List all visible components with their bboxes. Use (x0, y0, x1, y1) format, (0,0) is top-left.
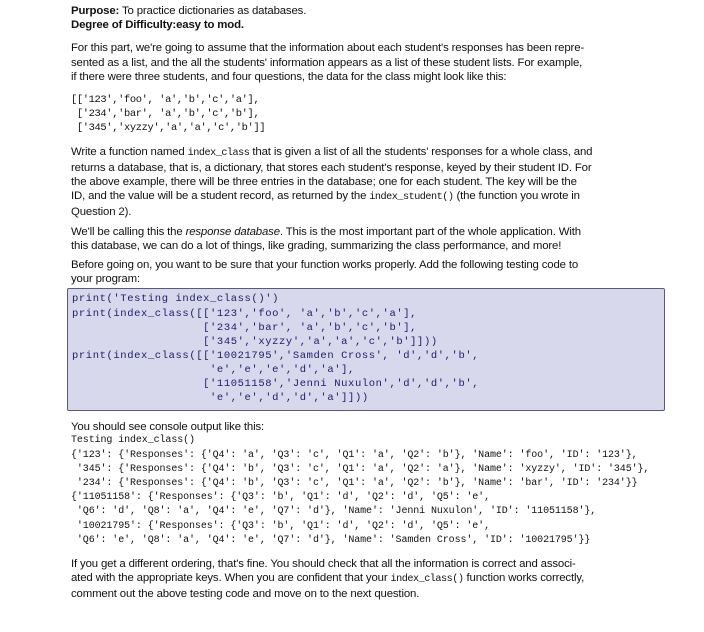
testing-instructions (71, 258, 671, 286)
console-line: {'11051158': {'Responses': {'Q3': 'b', 'Q1': 'd', 'Q2': 'd', 'Q5': 'e', (71, 492, 490, 504)
example-data-line: ['345','xyzzy','a','a','c','b']] (71, 122, 266, 135)
console-intro: You should see console output like this: (71, 421, 265, 434)
test-code-line: 'e','e','e','d','a'], (72, 363, 355, 376)
test-code-line: print(index_class([['123','foo', 'a','b','c','a'], (72, 307, 418, 320)
console-line: '10021795': {'Responses': {'Q3': 'b', 'Q1': 'd', 'Q2': 'd', 'Q5': 'e', (71, 520, 490, 532)
difficulty-line: Degree of Difficulty:easy to mod. (71, 19, 244, 32)
closing-line: comment out the above testing code and move on to the next question. (71, 588, 420, 601)
response-database-term: response database (185, 225, 280, 238)
console-line: 'Q6': 'e', 'Q8': 'a', 'Q4': 'e', 'Q7': 'd'}, 'Name': 'Samden Cross', 'ID': '10021795'}} (71, 534, 591, 546)
closing-paragraph (71, 557, 671, 602)
example-data-line: ['234','bar', 'a','b','c','b'], (71, 108, 260, 121)
task-line (71, 189, 671, 205)
console-line: {'123': {'Responses': {'Q4': 'a', 'Q3': 'c', 'Q1': 'a', 'Q2': 'b'}, 'Name': 'foo', 'ID': '123'}, (71, 449, 638, 461)
console-line: '345': {'Responses': {'Q4': 'b', 'Q3': 'c', 'Q1': 'a', 'Q2': 'a'}, 'Name': 'xyzzy', 'ID': '345'}, (71, 463, 650, 475)
task-text: (the function you wrote in (453, 190, 580, 203)
test-code-line: ['345','xyzzy','a','a','c','b']])) (72, 335, 438, 348)
intro-paragraph (71, 41, 671, 84)
console-output-block (71, 434, 671, 548)
closing-line: If you get a different ordering, that's fine. You should check that all the information is correct and associ- (71, 558, 576, 571)
test-code-line: print(index_class([['10021795','Samden Cross', 'd','d','b', (72, 349, 480, 362)
test-code-block (67, 288, 665, 411)
test-code-line: ['234','bar', 'a','b','c','b'], (72, 321, 418, 334)
purpose-label: Purpose: (71, 5, 120, 17)
index-class-code: index_class() (390, 574, 464, 586)
console-line: Testing index_class() (71, 435, 195, 447)
testing-instructions-line: Before going on, you want to be sure that your function works properly. Add the following testing code to (71, 259, 579, 272)
task-text: that is given a list of all the students' responses for a whole class, and (249, 145, 593, 158)
response-db-line: this database, we can do a lot of things, like grading, summarizing the class performance, and more! (71, 239, 562, 252)
task-text: Write a function named (71, 145, 188, 158)
example-data-block (71, 93, 671, 136)
closing-text: ated with the appropriate keys. When you are confident that your (71, 572, 391, 585)
example-data-line: [['123','foo', 'a','b','c','a'], (71, 94, 260, 107)
purpose-line (71, 4, 671, 18)
index-student-code: index_student() (369, 192, 454, 204)
task-line (71, 145, 671, 161)
response-db-text: We'll be calling this the (71, 225, 186, 238)
intro-line: For this part, we're going to assume that the information about each student's responses has been repre- (71, 42, 585, 55)
console-line: '234': {'Responses': {'Q4': 'b', 'Q3': 'c', 'Q1': 'a', 'Q2': 'b'}, 'Name': 'bar', 'ID': '234'}} (71, 478, 638, 490)
closing-line (71, 571, 671, 587)
test-code-line: ['11051158','Jenni Nuxulon','d','d','b', (72, 378, 480, 391)
task-line: Question 2). (71, 206, 132, 219)
intro-line: if there were three students, and four questions, the data for the class might look like this: (71, 70, 507, 83)
assignment-page (71, 4, 671, 602)
response-db-line (71, 225, 671, 239)
console-line: 'Q6': 'd', 'Q8': 'a', 'Q4': 'e', 'Q7': 'd'}, 'Name': 'Jenni Nuxulon', 'ID': '11051158'}, (71, 506, 597, 518)
purpose-text: To practice dictionaries as databases. (119, 5, 307, 17)
task-line: the above example, there will be three entries in the database; one for each student. The key will be the (71, 176, 577, 189)
test-code-line: print('Testing index_class()') (72, 293, 280, 306)
task-text: ID, and the value will be a student record, as returned by the (71, 190, 370, 203)
response-db-text: . This is the most important part of the whole application. With (279, 225, 581, 238)
task-paragraph (71, 145, 671, 220)
task-line: returns a database, that is, a dictionary, that stores each student's response, keyed by their student ID. For (71, 161, 592, 174)
closing-text: function works correctly, (463, 572, 585, 585)
intro-line: sented as a list, and the all the students' information appears as a list of these student lists. For example, (71, 56, 583, 69)
test-code-line: 'e','e','d','d','a']])) (72, 392, 369, 405)
response-db-paragraph (71, 225, 671, 253)
testing-instructions-line: your program: (71, 273, 140, 286)
function-name-code: index_class (187, 147, 250, 159)
